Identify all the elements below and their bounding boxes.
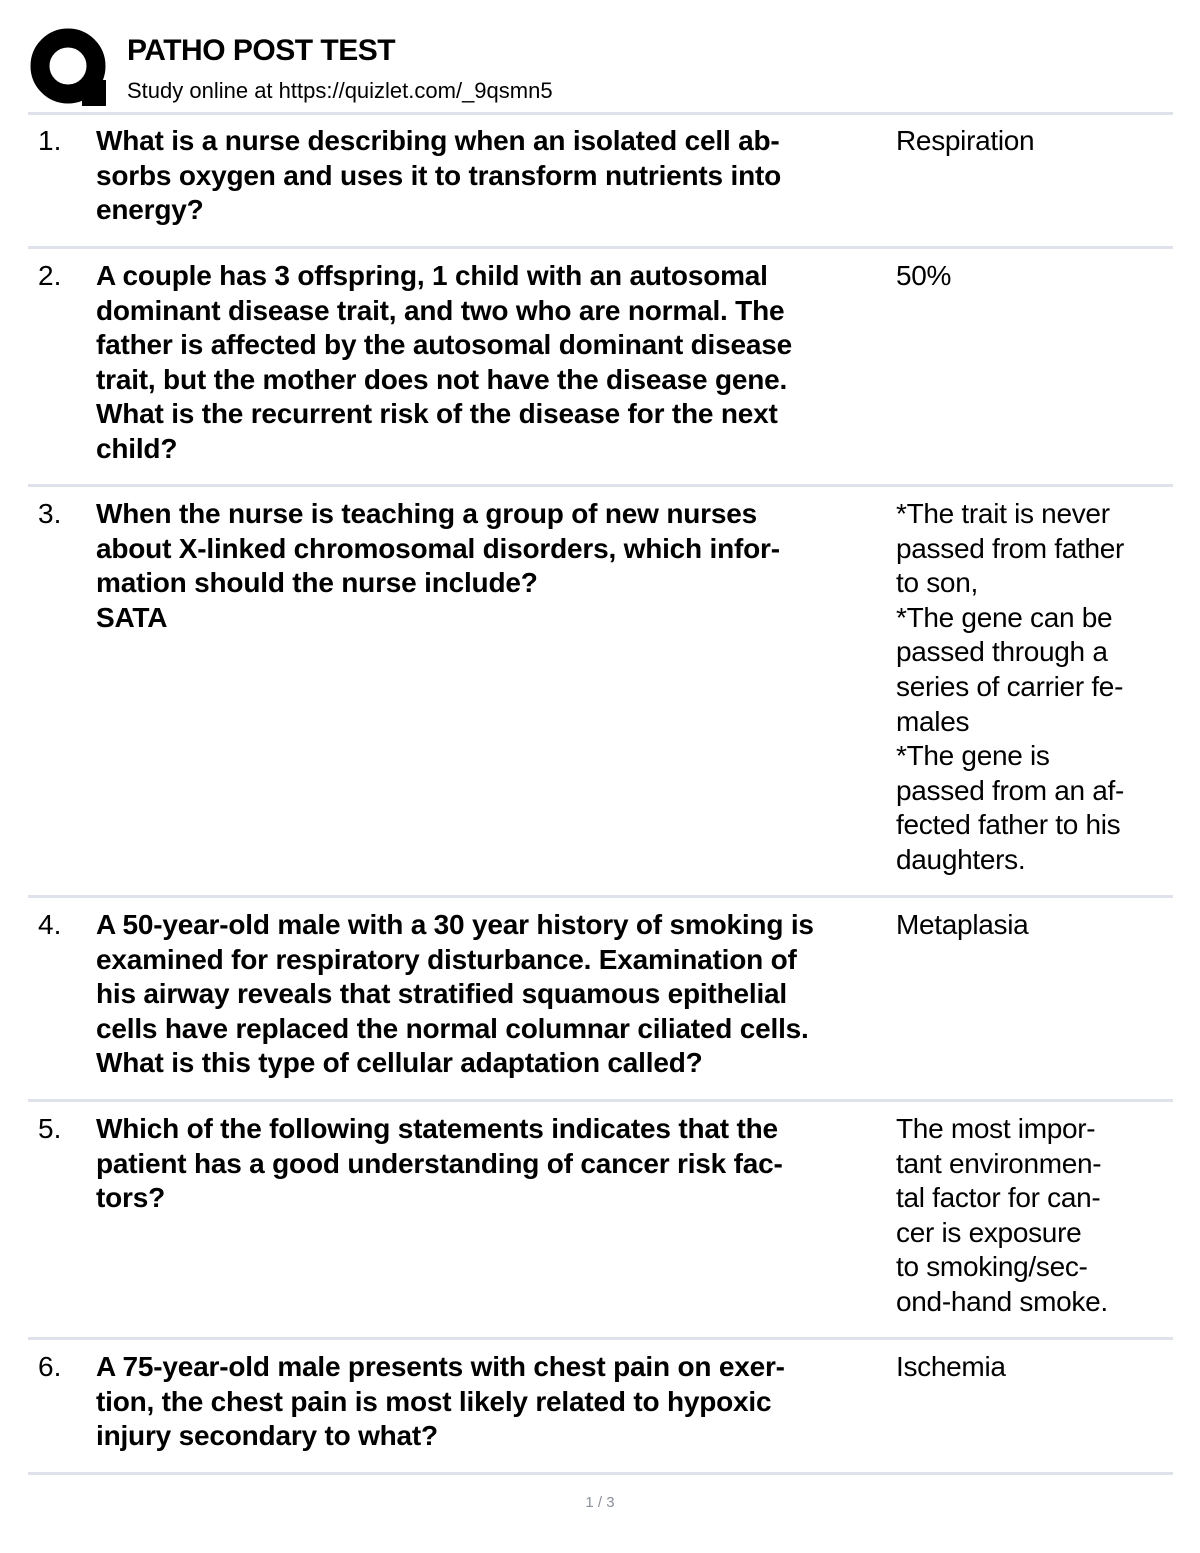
card-answer: The most impor- tant environmen- tal factor for can- cer is exposure to smoking/sec- ond-hand smoke. (896, 1113, 1108, 1317)
card-question: When the nurse is teaching a group of new nurses about X-linked chromosomal disorders, which infor- mation should the nurse include? SATA (96, 498, 780, 633)
card-question: A 50-year-old male with a 30 year history of smoking is examined for respiratory disturbance. Examination of his airway reveals that stratified squamous epithelial cells have replaced the normal columnar ciliated cells. What is this type of cellular adaptation called? (96, 909, 814, 1079)
card-question: Which of the following statements indicates that the patient has a good understanding of cancer risk fac- tors? (96, 1113, 783, 1214)
card-answer: *The trait is never passed from father to son, *The gene can be passed through a series of carrier fe- males *The gene is passed from an af- fected father to his daughters. (896, 498, 1125, 875)
quizlet-logo-icon (30, 26, 112, 108)
divider (28, 1472, 1173, 1475)
card-number: 3. (38, 498, 62, 529)
card-number: 1. (38, 125, 62, 156)
card-number: 2. (38, 260, 62, 291)
card-answer: Respiration (896, 125, 1035, 156)
card-answer: Ischemia (896, 1351, 1006, 1382)
page-header (0, 0, 1200, 112)
card-question: A 75-year-old male presents with chest pain on exer- tion, the chest pain is most likely related to hypoxic injury secondary to what? (96, 1351, 785, 1452)
card-number: 5. (38, 1113, 62, 1144)
divider (28, 1099, 1173, 1102)
divider (28, 1337, 1173, 1340)
divider (28, 895, 1173, 898)
divider (28, 246, 1173, 249)
study-online-link[interactable]: Study online at https://quizlet.com/_9qsmn5 (127, 78, 553, 103)
divider (28, 484, 1173, 487)
card-number: 6. (38, 1351, 62, 1382)
card-question: What is a nurse describing when an isolated cell ab- sorbs oxygen and uses it to transform nutrients into energy? (96, 125, 782, 226)
card-answer: Metaplasia (896, 909, 1029, 940)
page-title: PATHO POST TEST (127, 34, 396, 67)
divider (28, 112, 1173, 115)
card-number: 4. (38, 909, 62, 940)
page-number: 1 / 3 (585, 1494, 615, 1511)
card-answer: 50% (896, 260, 952, 291)
card-question: A couple has 3 offspring, 1 child with an autosomal dominant disease trait, and two who are normal. The father is affected by the autosomal dominant disease trait, but the mother does not have the disease gene. What is the recurrent risk of the disease for the next child? (96, 260, 792, 464)
